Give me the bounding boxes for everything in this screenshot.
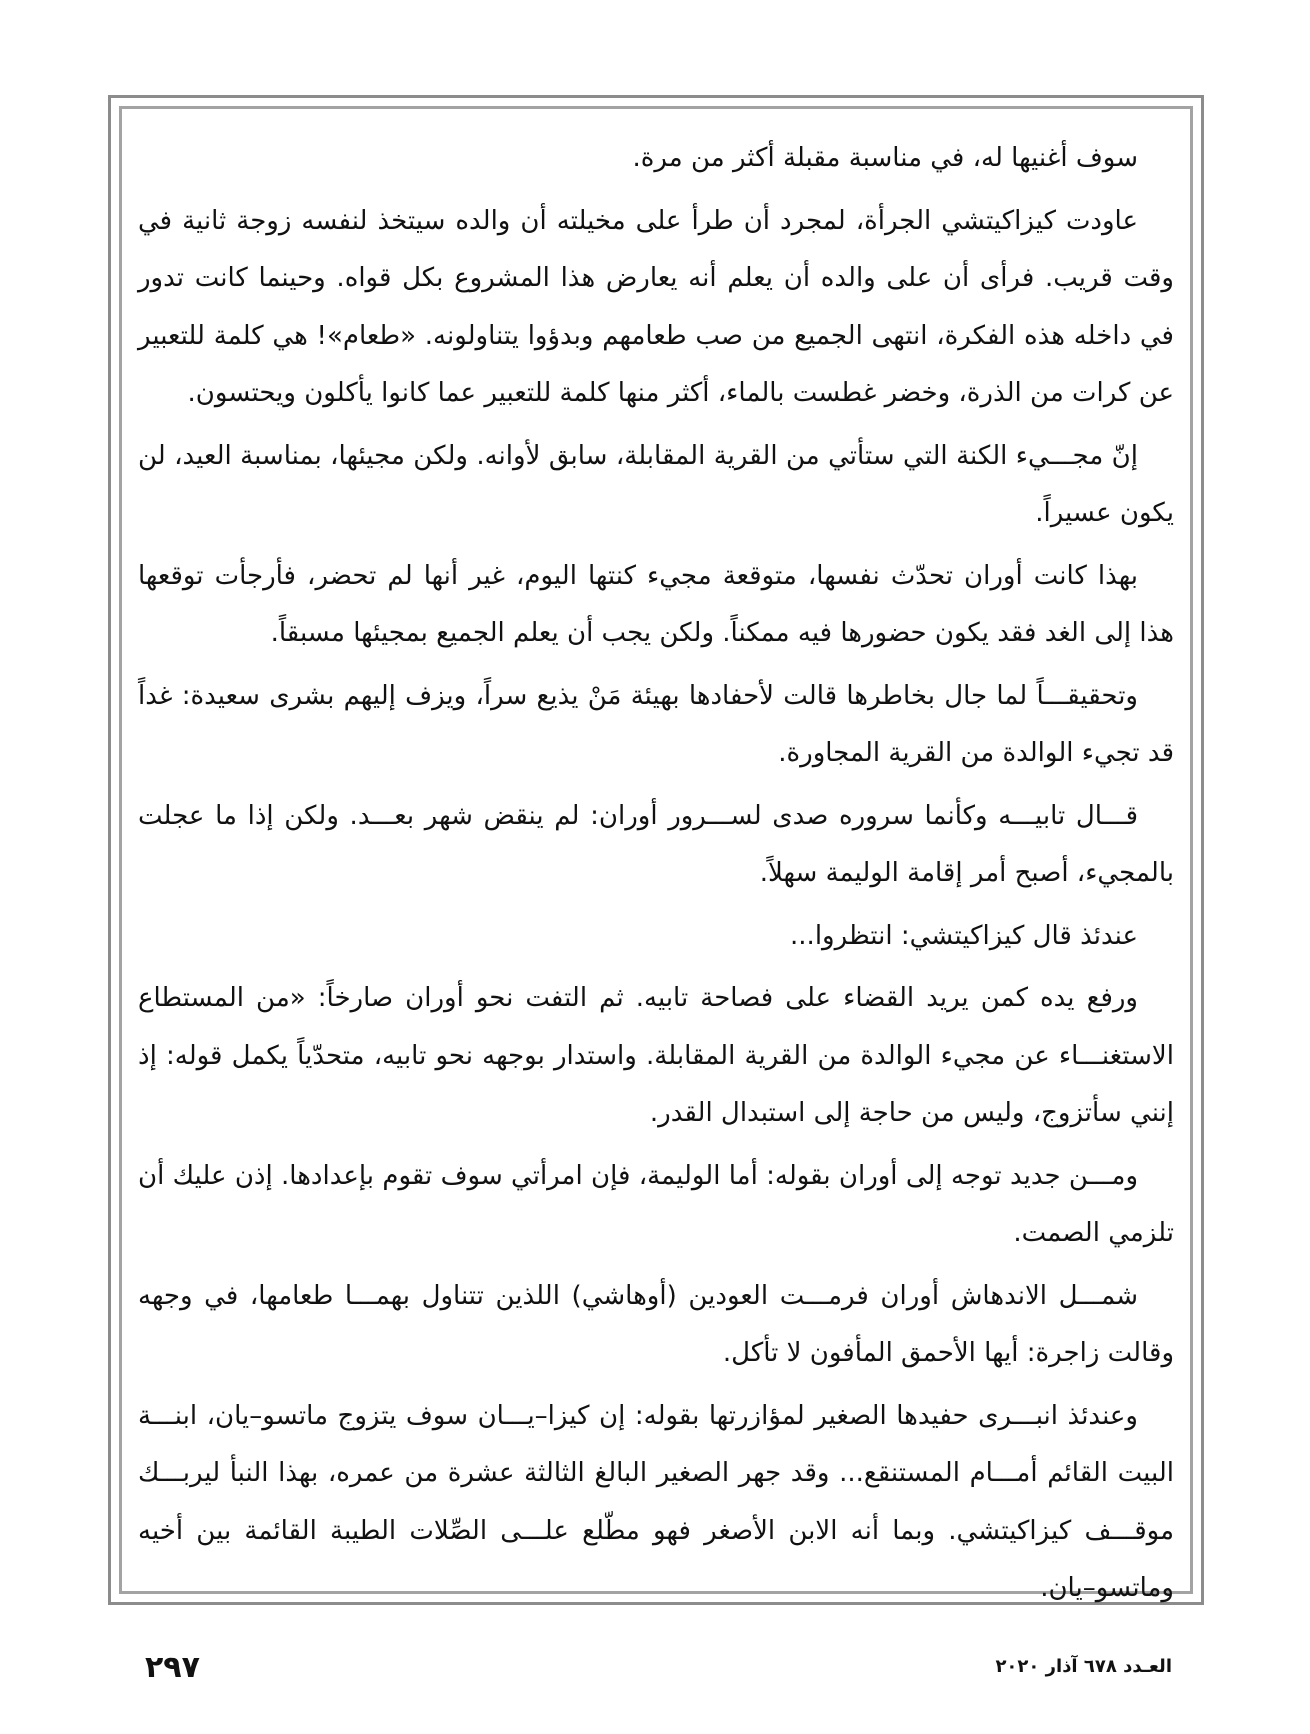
paragraph: وتحقيقـــاً لما جال بخاطرها قالت لأحفادها بهيئة مَنْ يذيع سراً، ويزف إليهم بشرى سعيدة: غداً قد تجيء الوالدة من القرية المجاورة.	[138, 680, 1174, 768]
paragraph: قـــال تابيـــه وكأنما سروره صدى لســـرور أوران: لم ينقض شهر بعـــد. ولكن إذا ما عجلت بالمجيء، أصبح أمر إقامة الوليمة سهلاً.	[138, 800, 1174, 888]
paragraph: ومـــن جديد توجه إلى أوران بقوله: أما الوليمة، فإن امرأتي سوف تقوم بإعدادها. إذن عليك أن تلزمي الصمت.	[138, 1160, 1174, 1248]
paragraph: سوف أغنيها له، في مناسبة مقبلة أكثر من مرة.	[632, 143, 1138, 173]
paragraph: وعندئذ انبـــرى حفيدها الصغير لمؤازرتها بقوله: إن كيزا–يـــان سوف يتزوج ماتسو–يان، ابنـــة البيت القائم أمـــام المستنقع... وقد جهر الصغير البالغ الثالثة عشرة من عمره، بهذا النبأ ليربـــك موقـــف كيزاكيتشي. وبما أنه الابن الأصغر فهو مطّلع علـــى الصِّلات الطيبة القائمة بين أخيه وماتسو–يان.	[138, 1400, 1174, 1603]
paragraph: بهذا كانت أوران تحدّث نفسها، متوقعة مجيء كنتها اليوم، غير أنها لم تحضر، فأرجأت توقعها هذا إلى الغد فقد يكون حضورها فيه ممكناً. ولكن يجب أن يعلم الجميع بمجيئها مسبقاً.	[138, 560, 1174, 648]
article-body	[138, 130, 1174, 1623]
paragraph: إنّ مجـــيء الكنة التي ستأتي من القرية المقابلة، سابق لأوانه. ولكن مجيئها، بمناسبة العيد، لن يكون عسيراً.	[138, 440, 1174, 528]
paragraph: عندئذ قال كيزاكيتشي: انتظروا...	[790, 920, 1138, 951]
paragraph: عاودت كيزاكيتشي الجرأة، لمجرد أن طرأ على مخيلته أن والده سيتخذ لنفسه زوجة ثانية في وقت قريب. فرأى أن على والده أن يعلم أنه يعارض هذا المشروع بكل قواه. وحينما كانت تدور في داخله هذه الفكرة، انتهى الجميع من صب طعامهم وبدؤوا يتناولونه. «طعام»! هي كلمة للتعبير عن كرات من الذرة، وخضر غطست بالماء، أكثر منها كلمة للتعبير عما كانوا يأكلون ويحتسون.	[138, 205, 1174, 408]
issue-info: العـدد ٦٧٨ آذار ٢٠٢٠	[995, 1656, 1172, 1677]
page-number: ٢٩٧	[145, 1650, 200, 1685]
paragraph: شمـــل الاندهاش أوران فرمـــت العودين (أوهاشي) اللذين تتناول بهمـــا طعامها، في وجهه وقالت زاجرة: أيها الأحمق المأفون لا تأكل.	[138, 1280, 1174, 1368]
paragraph: ورفع يده كمن يريد القضاء على فصاحة تابيه. ثم التفت نحو أوران صارخاً: «من المستطاع الاستغنـــاء عن مجيء الوالدة من القرية المقابلة. واستدار بوجهه نحو تابيه، متحدّياً يكمل قوله: إذ إنني سأتزوج، وليس من حاجة إلى استبدال القدر.	[138, 983, 1174, 1128]
